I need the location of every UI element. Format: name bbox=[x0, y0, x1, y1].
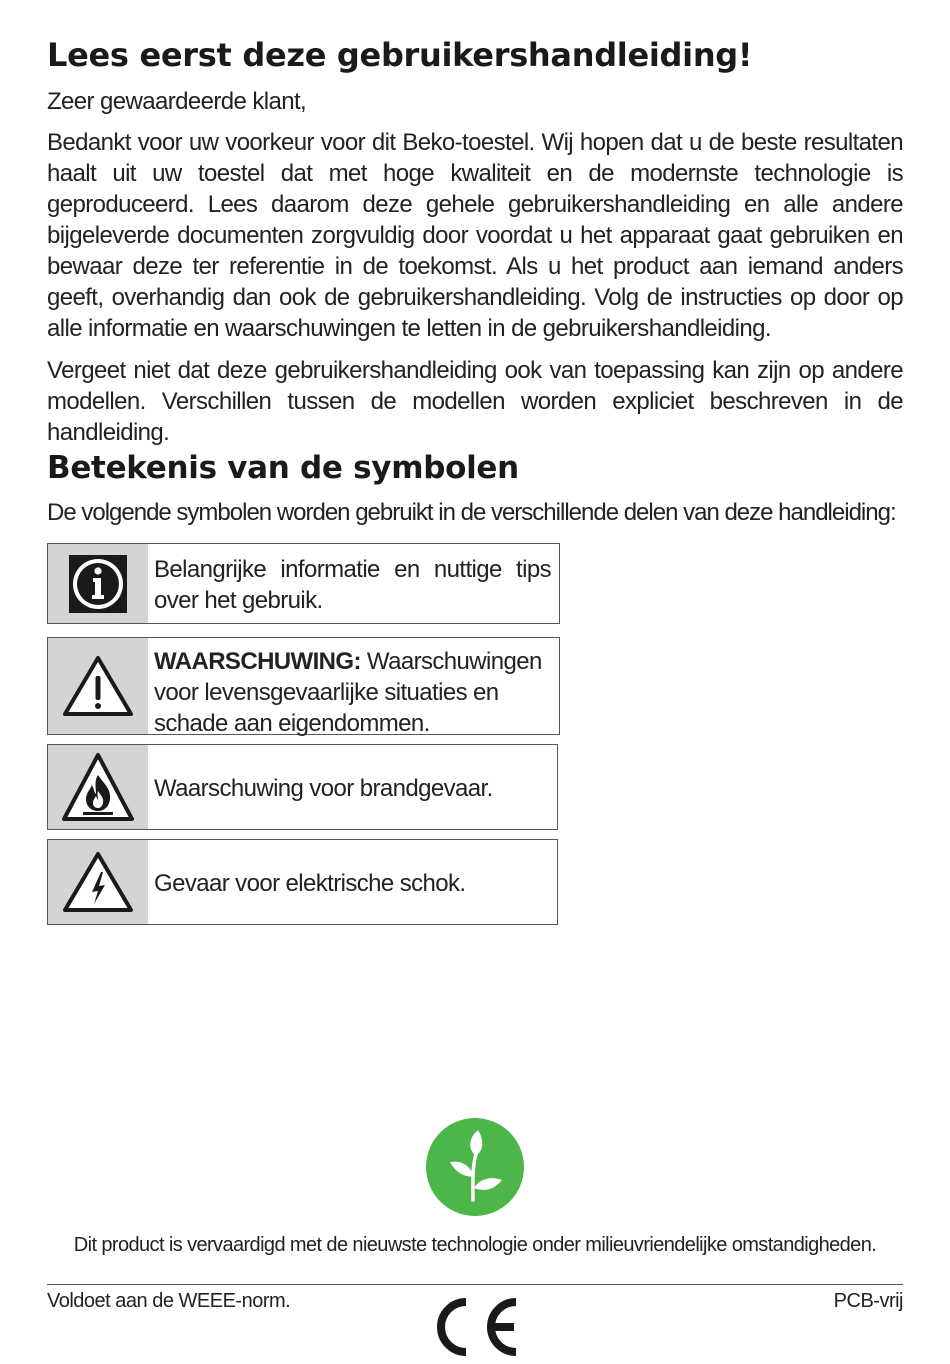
symbol-row-warning bbox=[47, 637, 560, 735]
footer-divider bbox=[47, 1284, 903, 1285]
ce-mark-icon bbox=[430, 1296, 522, 1358]
eco-leaf-icon bbox=[426, 1118, 524, 1216]
models-paragraph: Vergeet niet dat deze gebruikershandleiding ook van toepassing kan zijn op andere modellen. Verschillen tussen de modellen worden expliciet beschreven in de handleiding. bbox=[47, 357, 903, 446]
symbol-row-fire bbox=[47, 744, 558, 830]
symbol-row-electric bbox=[47, 839, 558, 925]
symbol-icon-cell bbox=[48, 840, 148, 924]
pcb-free-label: PCB-vrij bbox=[833, 1290, 903, 1312]
warning-icon bbox=[62, 654, 134, 718]
page-title: Lees eerst deze gebruikershandleiding! bbox=[47, 36, 753, 74]
symbol-row-info bbox=[47, 543, 560, 624]
symbol-description bbox=[148, 638, 557, 737]
symbol-description: Gevaar voor elektrische schok. bbox=[154, 869, 466, 897]
greeting: Zeer gewaardeerde klant, bbox=[47, 88, 307, 115]
weee-compliance: Voldoet aan de WEEE-norm. bbox=[47, 1290, 291, 1312]
symbol-icon-cell bbox=[48, 544, 148, 623]
symbol-icon-cell bbox=[48, 745, 148, 829]
symbol-description: Waarschuwing voor brandgevaar. bbox=[154, 774, 493, 802]
symbols-heading: Betekenis van de symbolen bbox=[47, 450, 519, 486]
info-icon bbox=[68, 554, 128, 614]
symbols-intro: De volgende symbolen worden gebruikt in de verschillende delen van deze handleiding: bbox=[47, 499, 896, 526]
electric-shock-icon bbox=[62, 850, 134, 914]
intro-paragraph: Bedankt voor uw voorkeur voor dit Beko-toestel. Wij hopen dat u de beste resultaten haalt uit uw toestel dat met hoge kwaliteit en de modernste technologie is geproduceerd. Lees daarom deze gehele gebruikershandleiding en alle andere bijgeleverde documenten zorgvuldig door voordat u het apparaat gaat gebruiken en bewaar deze ter referentie in de toekomst. Als u het product aan iemand anders geeft, overhandig dan ook de gebruikershandleiding. Volg de instructies op door op alle informatie en waarschuwingen te letten in de gebruikershandleiding. bbox=[47, 129, 903, 342]
warning-text: Waarschuwingen voor levensgevaarlijke situaties en schade aan eigendommen. bbox=[154, 648, 542, 737]
eco-statement: Dit product is vervaardigd met de nieuwste technologie onder milieuvriendelijke omstandigheden. bbox=[73, 1234, 877, 1256]
symbol-description: Belangrijke informatie en nuttige tips over het gebruik. bbox=[154, 555, 551, 614]
warning-label: WAARSCHUWING: bbox=[154, 648, 361, 675]
symbol-icon-cell bbox=[48, 638, 148, 734]
fire-hazard-icon bbox=[61, 751, 135, 823]
